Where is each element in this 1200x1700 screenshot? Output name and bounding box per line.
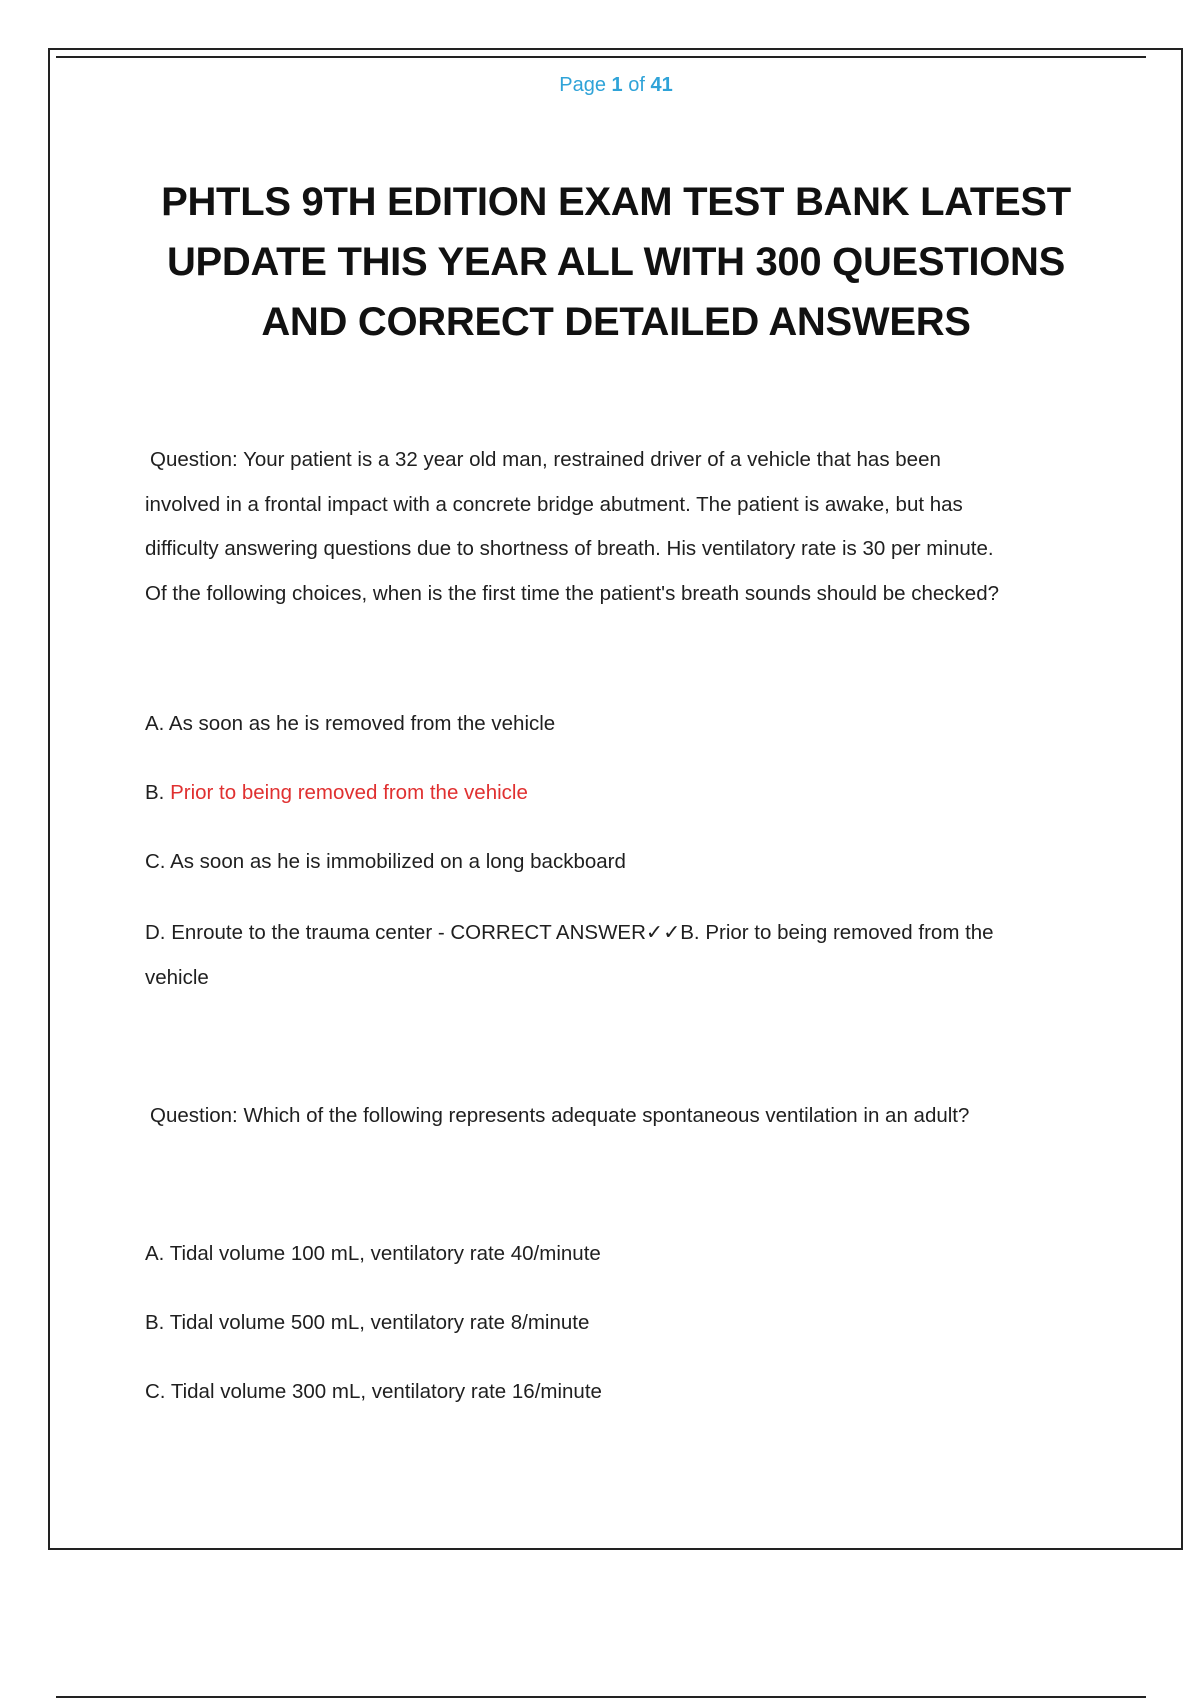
page-number-current: 1 xyxy=(611,74,623,96)
page-number-of: of xyxy=(622,74,651,96)
page-number-prefix: Page xyxy=(559,74,612,96)
question-1-line-1: Question: Your patient is a 32 year old man, restrained driver of a vehicle that has been xyxy=(150,448,941,471)
q1-option-b xyxy=(145,781,528,805)
q2-option-b: B. Tidal volume 500 mL, ventilatory rate 8/minute xyxy=(145,1311,590,1334)
title-line-2: UPDATE THIS YEAR ALL WITH 300 QUESTIONS xyxy=(166,240,1066,284)
q1-option-a: A. As soon as he is removed from the vehicle xyxy=(145,712,556,735)
page-number-total: 41 xyxy=(650,74,673,96)
q1-option-d-continued: vehicle xyxy=(145,966,209,989)
q1-option-b-highlighted: Prior to being removed from the vehicle xyxy=(170,781,528,804)
top-rule xyxy=(56,56,1146,58)
q2-option-c: C. Tidal volume 300 mL, ventilatory rate 16/minute xyxy=(145,1380,602,1403)
question-1 xyxy=(145,438,1095,616)
question-1-line-4: Of the following choices, when is the first time the patient's breath sounds should be checked? xyxy=(145,581,1000,605)
q2-option-a: A. Tidal volume 100 mL, ventilatory rate 40/minute xyxy=(145,1242,601,1265)
q1-option-b-prefix: B. xyxy=(145,781,171,804)
question-1-line-2: involved in a frontal impact with a concrete bridge abutment. The patient is awake, but has xyxy=(145,492,963,516)
title-line-3: AND CORRECT DETAILED ANSWERS xyxy=(261,300,971,344)
q1-option-d: D. Enroute to the trauma center - CORRECT ANSWER✓✓B. Prior to being removed from the xyxy=(145,921,994,944)
title-line-1: PHTLS 9TH EDITION EXAM TEST BANK LATEST xyxy=(161,180,1071,224)
question-2: Question: Which of the following represents adequate spontaneous ventilation in an adult? xyxy=(150,1104,970,1127)
q1-option-c: C. As soon as he is immobilized on a long backboard xyxy=(145,850,626,873)
bottom-rule xyxy=(56,1696,1146,1698)
question-1-line-3: difficulty answering questions due to shortness of breath. His ventilatory rate is 30 per minute. xyxy=(145,537,994,560)
page-number xyxy=(0,74,1200,97)
document-title xyxy=(100,172,1132,352)
